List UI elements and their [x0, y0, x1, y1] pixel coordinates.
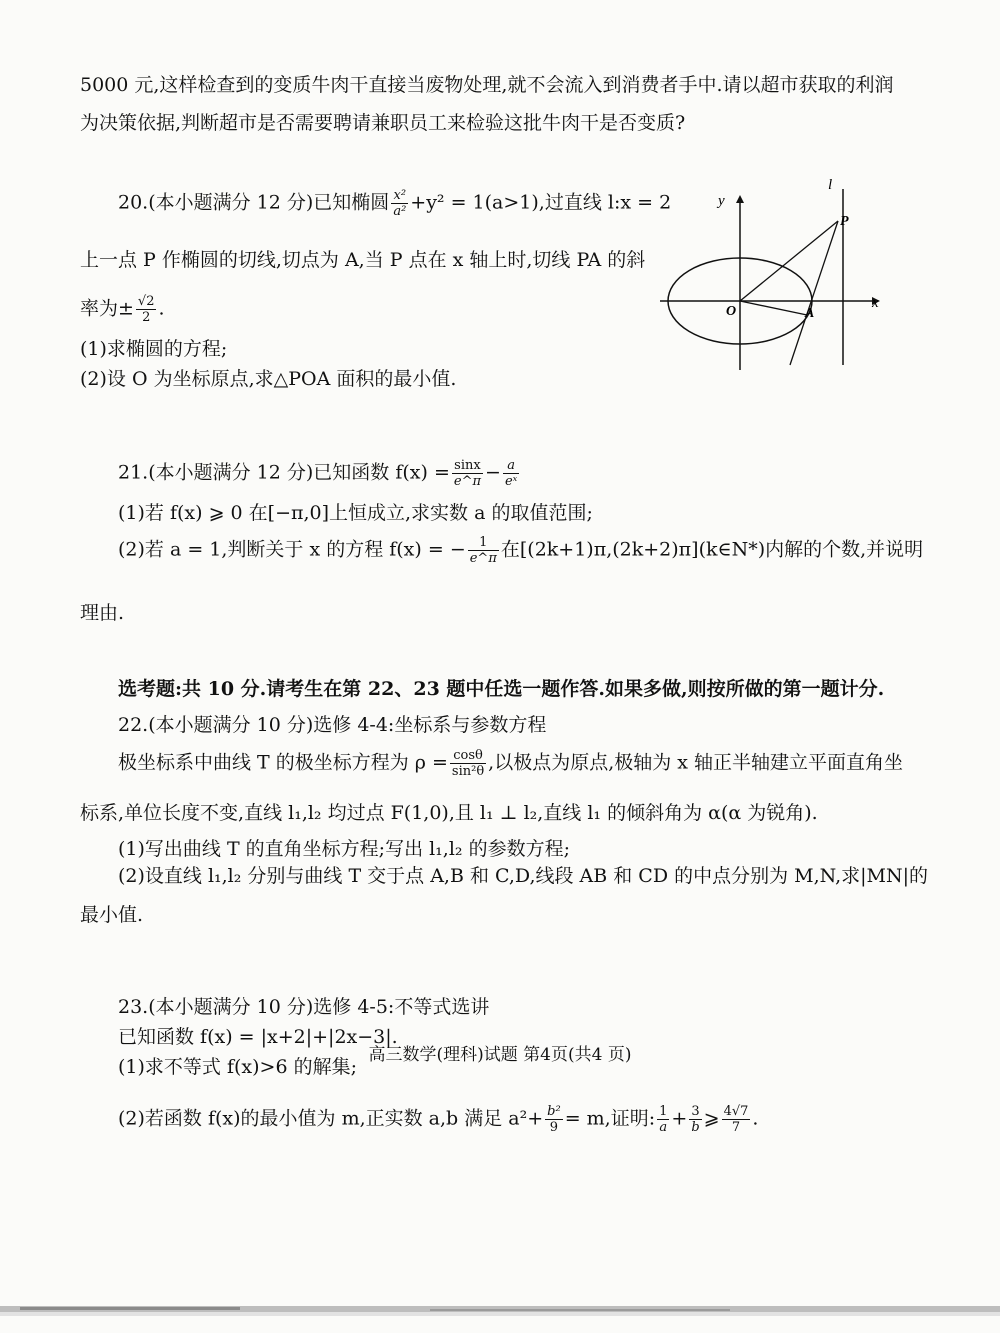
q23-part2	[118, 1104, 758, 1135]
segment-oa	[740, 301, 807, 315]
tangent-pa	[790, 221, 838, 365]
q22-rho-num: cosθ	[450, 748, 486, 764]
q23-c3-fraction	[722, 1104, 751, 1135]
p-label: P	[840, 214, 849, 229]
x-label: x	[872, 295, 879, 311]
q20-ellipse-fraction	[391, 188, 408, 219]
q23-title: 23.(本小题满分 10 分)选修 4-5:不等式选讲	[118, 996, 490, 1018]
q21-intro	[118, 458, 521, 489]
q23-c1-num: 1	[659, 1104, 668, 1119]
q21-part2-text-b: 在[(2k+1)π,(2k+2)π](k∈N*)内解的个数,并说明	[500, 538, 924, 561]
q23-c3-num: 4√7	[723, 1104, 749, 1119]
q21-part2-end: 理由.	[80, 602, 125, 624]
q23-c2-den: b	[691, 1120, 700, 1135]
q23-part1: (1)求不等式 f(x)>6 的解集;	[118, 1056, 357, 1078]
q20-slope-den: 2	[142, 310, 151, 325]
q20-intro	[118, 188, 671, 219]
q23-given: 已知函数 f(x) = |x+2|+|2x−3|.	[118, 1026, 398, 1048]
q21-part2-fraction	[468, 535, 499, 566]
problem19-tail-line2: 为决策依据,判断超市是否需要聘请兼职员工来检验这批牛肉干是否变质?	[80, 112, 686, 134]
q22-part2-end: 最小值.	[80, 904, 144, 926]
q23-period: .	[752, 1107, 759, 1130]
q21-frac2	[503, 458, 519, 489]
q22-rho-fraction	[450, 748, 486, 779]
q20-line2: 上一点 P 作椭圆的切线,切点为 A,当 P 点在 x 轴上时,切线 PA 的斜	[80, 249, 646, 271]
q23-c3-den: 7	[731, 1120, 741, 1135]
q22-line1	[118, 748, 903, 779]
q21-part2-text: (2)若 a = 1,判断关于 x 的方程 f(x) = −	[118, 538, 466, 561]
q20-slope-num: √2	[137, 294, 155, 309]
y-axis-arrow	[736, 195, 744, 203]
segment-op	[740, 221, 838, 301]
q22-part1: (1)写出曲线 T 的直角坐标方程;写出 l₁,l₂ 的参数方程;	[118, 838, 570, 860]
q20-slope-fraction	[136, 294, 157, 325]
q23-c1-den: a	[659, 1120, 668, 1135]
q23-part2-text: (2)若函数 f(x)的最小值为 m,正实数 a,b 满足 a²+	[118, 1107, 544, 1130]
a-label: A	[805, 306, 815, 321]
elective-note: 选考题:共 10 分.请考生在第 22、23 题中任选一题作答.如果多做,则按所做的第一题计分.	[118, 678, 885, 700]
q21-frac1	[452, 458, 483, 489]
q22-line1-text: 极坐标系中曲线 T 的极坐标方程为 ρ =	[118, 751, 448, 774]
q22-title: 22.(本小题满分 10 分)选修 4-4:坐标系与参数方程	[118, 714, 547, 736]
q23-c2-fraction	[689, 1104, 701, 1135]
q21-frac2-den: eˣ	[504, 474, 518, 489]
o-label: O	[726, 304, 737, 319]
q21-minus: −	[485, 461, 501, 484]
q22-part2: (2)设直线 l₁,l₂ 分别与曲线 T 交于点 A,B 和 C,D,线段 AB 和 CD 的中点分别为 M,N,求|MN|的	[118, 865, 928, 887]
q21-part2	[118, 535, 923, 566]
q20-frac-num: x²	[391, 188, 408, 204]
l-label: l	[828, 177, 833, 193]
q21-frac1-den: e^π	[453, 474, 482, 489]
q20-part1: (1)求椭圆的方程;	[80, 338, 228, 360]
q23-b-num: b²	[547, 1104, 561, 1119]
q22-line2: 标系,单位长度不变,直线 l₁,l₂ 均过点 F(1,0),且 l₁ ⊥ l₂,直线 l₁ 的倾斜角为 α(α 为锐角).	[80, 802, 818, 824]
q21-intro-text: 21.(本小题满分 12 分)已知函数 f(x) =	[118, 461, 450, 484]
q23-c1-fraction	[657, 1104, 669, 1135]
q23-part2-text-b: = m,证明:	[564, 1107, 656, 1130]
q23-plus: +	[671, 1107, 688, 1130]
q20-part2: (2)设 O 为坐标原点,求△POA 面积的最小值.	[80, 368, 457, 390]
q20-slope-end: .	[158, 297, 165, 320]
q21-part1: (1)若 f(x) ⩾ 0 在[−π,0]上恒成立,求实数 a 的取值范围;	[118, 502, 593, 524]
ellipse-tangent-figure	[650, 175, 890, 375]
q20-slope-text: 率为±	[80, 297, 134, 320]
y-label: y	[718, 193, 725, 209]
q21-frac1-num: sinx	[452, 458, 483, 474]
q20-line3	[80, 294, 165, 325]
q21-part2-den: e^π	[469, 551, 497, 566]
q21-part2-num: 1	[468, 535, 499, 551]
scan-edge-artifact	[0, 1300, 1000, 1333]
q20-intro-text-b: +y² = 1(a>1),过直线 l:x = 2	[410, 191, 672, 214]
q22-rho-den: sin²θ	[451, 764, 485, 779]
q23-geq: ⩾	[703, 1107, 720, 1130]
q20-intro-text: 20.(本小题满分 12 分)已知椭圆	[118, 191, 390, 214]
problem19-tail-line1: 5000 元,这样检查到的变质牛肉干直接当废物处理,就不会流入到消费者手中.请以超市获取的利润	[80, 74, 894, 96]
q22-line1-text-b: ,以极点为原点,极轴为 x 轴正半轴建立平面直角坐	[488, 751, 904, 774]
q23-b-den: 9	[549, 1120, 559, 1135]
page-footer: 高三数学(理科)试题 第4页(共4 页)	[368, 1045, 632, 1065]
q21-frac2-num: a	[503, 458, 519, 474]
q23-b-fraction	[545, 1104, 563, 1135]
q20-frac-den: a²	[393, 204, 407, 219]
q23-c2-num: 3	[689, 1104, 701, 1120]
